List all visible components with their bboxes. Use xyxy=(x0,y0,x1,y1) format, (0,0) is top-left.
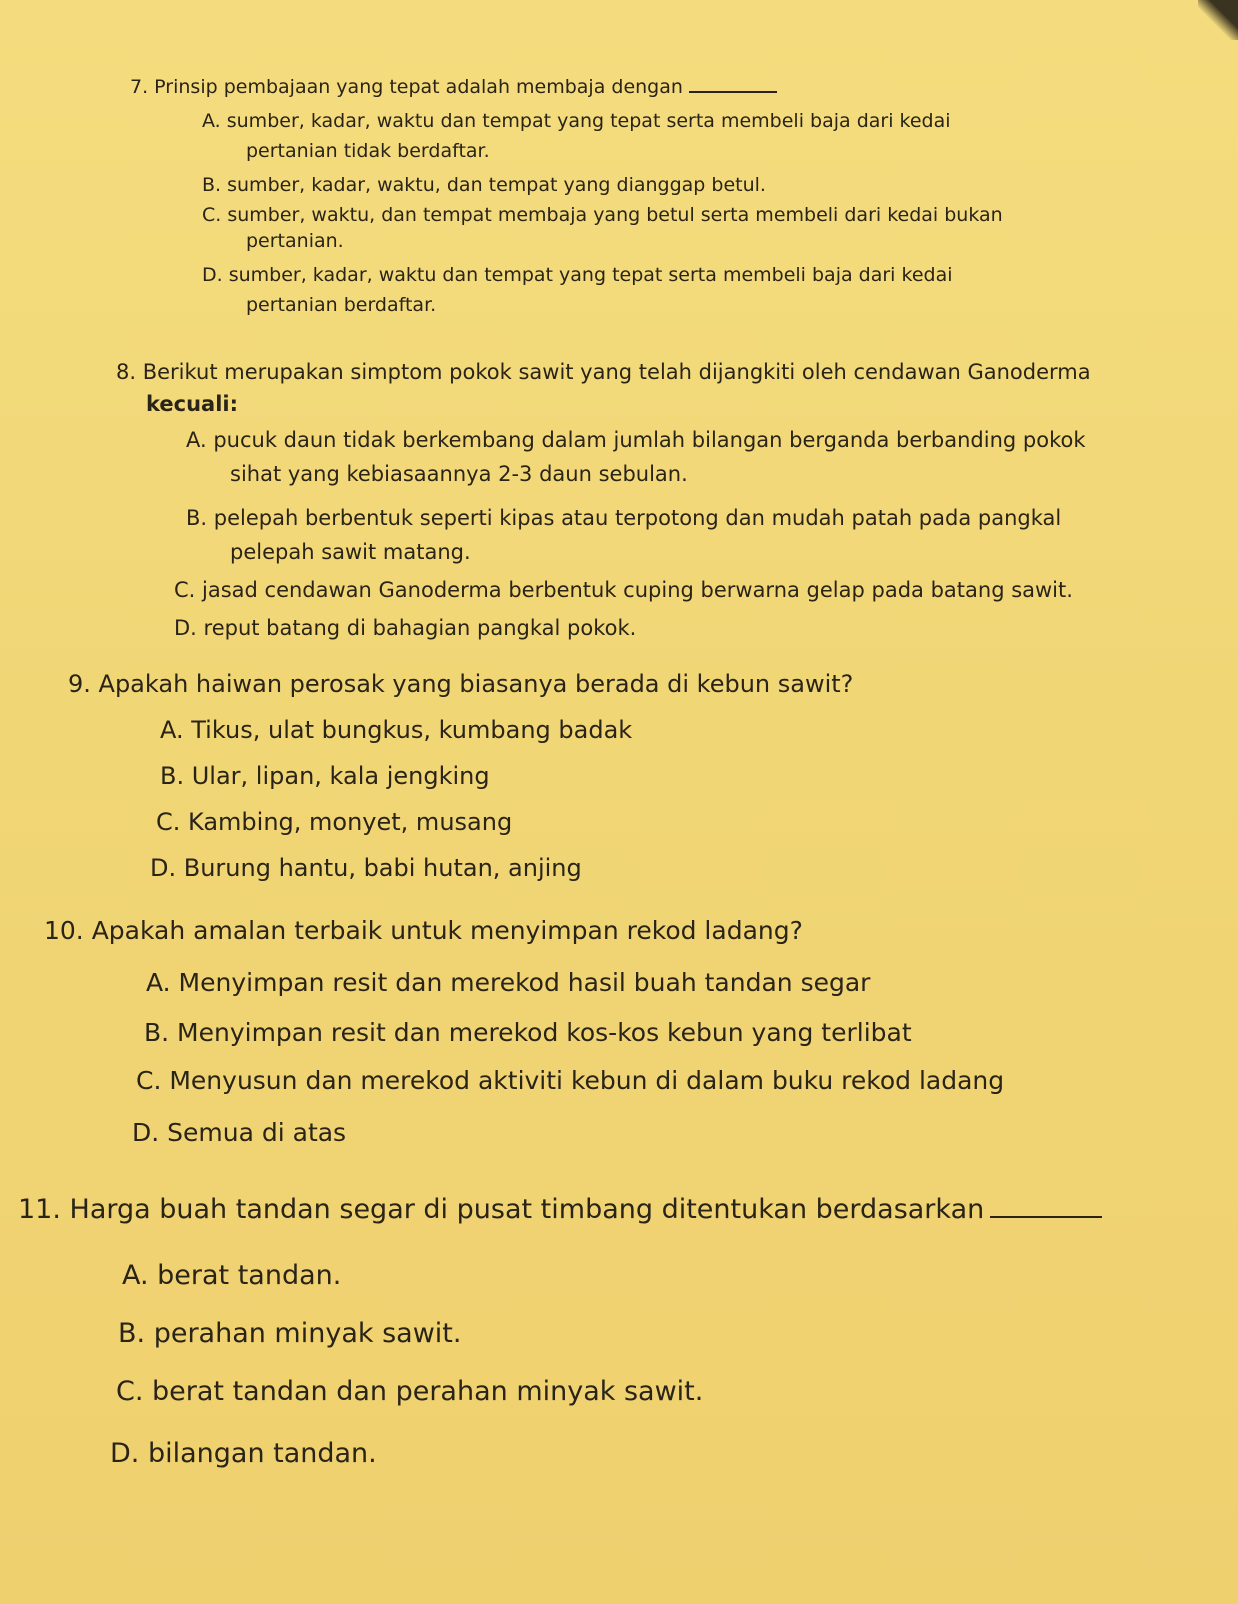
question-11-option-c: C. berat tandan dan perahan minyak sawit. xyxy=(116,1376,704,1407)
question-11-stem xyxy=(18,1196,1102,1223)
page-corner-shadow xyxy=(1198,0,1238,40)
question-9-option-c: C. Kambing, monyet, musang xyxy=(156,808,513,836)
question-9-option-a: A. Tikus, ulat bungkus, kumbang badak xyxy=(160,716,633,744)
question-8-option-b-line1: B. pelepah berbentuk seperti kipas atau terpotong dan mudah patah pada pangkal xyxy=(186,506,1062,530)
question-7-option-c-line1: C. sumber, waktu, dan tempat membaja yang betul serta membeli dari kedai bukan xyxy=(202,204,1003,226)
question-8-option-a-line1: A. pucuk daun tidak berkembang dalam jumlah bilangan berganda berbanding pokok xyxy=(186,428,1086,452)
question-10-option-d: D. Semua di atas xyxy=(132,1118,347,1147)
question-7-option-d-line2: pertanian berdaftar. xyxy=(246,294,437,316)
question-9-stem: 9. Apakah haiwan perosak yang biasanya berada di kebun sawit? xyxy=(68,670,854,698)
question-11-stem-text: 11. Harga buah tandan segar di pusat timbang ditentukan berdasarkan xyxy=(18,1194,985,1225)
question-10-stem: 10. Apakah amalan terbaik untuk menyimpan rekod ladang? xyxy=(44,916,803,945)
question-10-option-a: A. Menyimpan resit dan merekod hasil buah tandan segar xyxy=(146,968,871,997)
question-8-option-a-line2: sihat yang kebiasaannya 2-3 daun sebulan. xyxy=(230,462,688,486)
question-8-option-c: C. jasad cendawan Ganoderma berbentuk cuping berwarna gelap pada batang sawit. xyxy=(174,578,1073,602)
answer-blank xyxy=(990,1216,1102,1218)
question-7-option-a-line1: A. sumber, kadar, waktu dan tempat yang tepat serta membeli baja dari kedai xyxy=(202,110,951,132)
question-7-option-b: B. sumber, kadar, waktu, dan tempat yang dianggap betul. xyxy=(202,174,766,196)
question-8-stem-line2: kecuali: xyxy=(146,392,239,416)
question-7-option-a-line2: pertanian tidak berdaftar. xyxy=(246,140,490,162)
question-7-stem-text: 7. Prinsip pembajaan yang tepat adalah membaja dengan xyxy=(130,76,683,98)
question-7-option-c-line2: pertanian. xyxy=(246,230,344,252)
question-9-option-d: D. Burung hantu, babi hutan, anjing xyxy=(150,854,582,882)
answer-blank xyxy=(689,91,777,93)
question-8-option-b-line2: pelepah sawit matang. xyxy=(230,540,471,564)
question-11-option-b: B. perahan minyak sawit. xyxy=(118,1318,462,1349)
question-10-option-c: C. Menyusun dan merekod aktiviti kebun di dalam buku rekod ladang xyxy=(136,1066,1005,1095)
question-7-option-d-line1: D. sumber, kadar, waktu dan tempat yang tepat serta membeli baja dari kedai xyxy=(202,264,953,286)
question-11-option-d: D. bilangan tandan. xyxy=(110,1438,377,1469)
question-11-option-a: A. berat tandan. xyxy=(122,1260,342,1291)
question-8-stem-line1: 8. Berikut merupakan simptom pokok sawit yang telah dijangkiti oleh cendawan Ganoderma xyxy=(116,360,1091,384)
question-9-option-b: B. Ular, lipan, kala jengking xyxy=(160,762,490,790)
question-10-option-b: B. Menyimpan resit dan merekod kos-kos kebun yang terlibat xyxy=(144,1018,912,1047)
question-7-stem xyxy=(130,78,777,97)
question-8-option-d: D. reput batang di bahagian pangkal pokok. xyxy=(174,616,637,640)
